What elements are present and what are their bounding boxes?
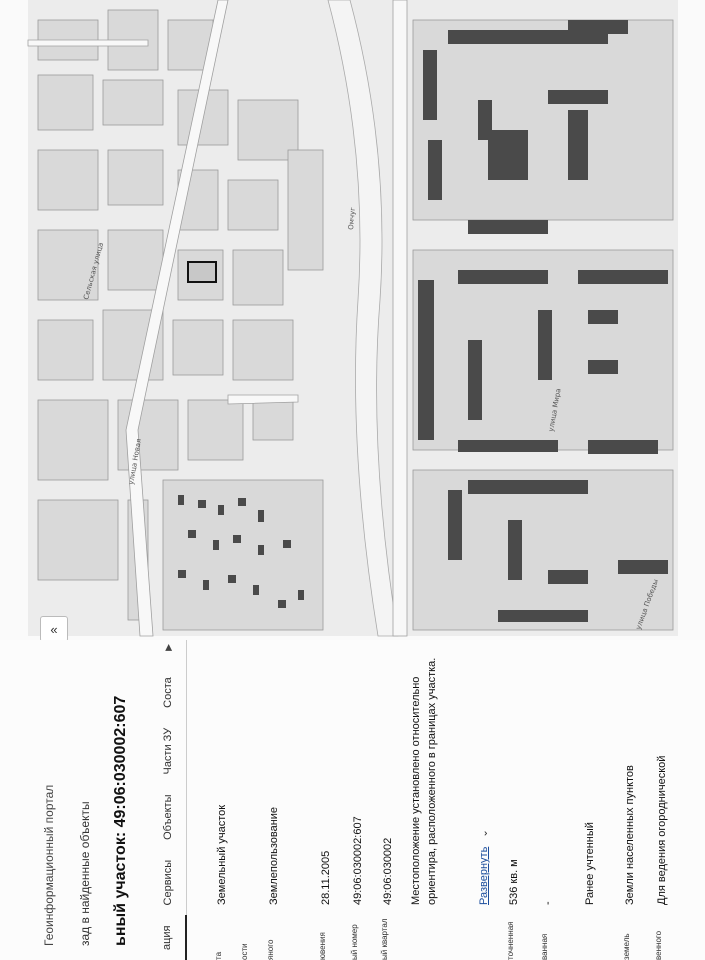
map-label-river: Омчуг	[347, 206, 357, 231]
attr-label: та	[214, 951, 223, 960]
attr-label: ый номер	[350, 924, 359, 960]
attr-value: Землепользование	[268, 806, 280, 905]
portal-title: Геоинформационный портал	[42, 784, 56, 946]
attr-label: венного	[654, 930, 663, 960]
attr-label: ювения	[318, 932, 327, 960]
attr-value: 49:06:030002	[382, 837, 394, 905]
attr-label: земель	[622, 933, 631, 960]
tab-information[interactable]: ация	[149, 915, 187, 960]
expand-wrap	[476, 645, 493, 905]
tab-composition[interactable]: Соста	[162, 677, 174, 708]
attr-label: ости	[240, 943, 249, 960]
attr-value: 49:06:030002:607	[352, 816, 364, 905]
attr-value: 536 кв. м	[508, 859, 520, 905]
attr-label: ый квартал	[380, 918, 389, 960]
tab-objects[interactable]: Объекты	[162, 794, 174, 840]
map-label-selskaya: Сельская улица	[82, 241, 106, 301]
double-chevron-left-icon: «	[50, 621, 58, 637]
collapse-panel-button[interactable]	[40, 616, 68, 642]
attr-value: Земли населенных пунктов	[624, 765, 636, 905]
expand-link[interactable]: Развернуть	[478, 846, 490, 905]
map-view[interactable]	[28, 0, 678, 636]
map-houses	[163, 480, 323, 630]
tab-scroll-right-icon[interactable]: ▶	[162, 644, 173, 651]
info-panel	[0, 640, 705, 960]
attr-value: Для ведения огороднической	[656, 755, 668, 905]
tab-services[interactable]: Сервисы	[162, 859, 174, 906]
attr-value: Местоположение установлено относительно ориентира, расположенного в границах участка.	[410, 657, 438, 905]
map-label-mira: улица Мира	[547, 387, 563, 433]
panel-tabs	[150, 640, 187, 960]
attr-label: яного	[266, 939, 275, 960]
tab-parts[interactable]: Части ЗУ	[162, 727, 174, 775]
attr-value: Земельный участок	[216, 804, 228, 905]
back-to-results-link[interactable]: зад в найденные объекты	[78, 801, 92, 946]
map-label-new: улица Новая	[127, 438, 144, 486]
info-panel-viewport	[0, 644, 705, 960]
attr-value: Ранее учтенный	[584, 822, 596, 905]
attr-label: ванная	[540, 933, 549, 960]
parcel-title: ьный участок: 49:06:030002:607	[112, 695, 129, 946]
attr-label: точненная	[506, 921, 515, 960]
map-canvas[interactable]	[28, 0, 678, 636]
map-apartments	[413, 20, 673, 630]
attr-value: -	[542, 901, 554, 905]
chevron-down-icon[interactable]: ⌄	[479, 829, 490, 838]
map-label-pobedy: улица Победы	[634, 578, 661, 631]
attr-value: 28.11.2005	[320, 850, 332, 905]
